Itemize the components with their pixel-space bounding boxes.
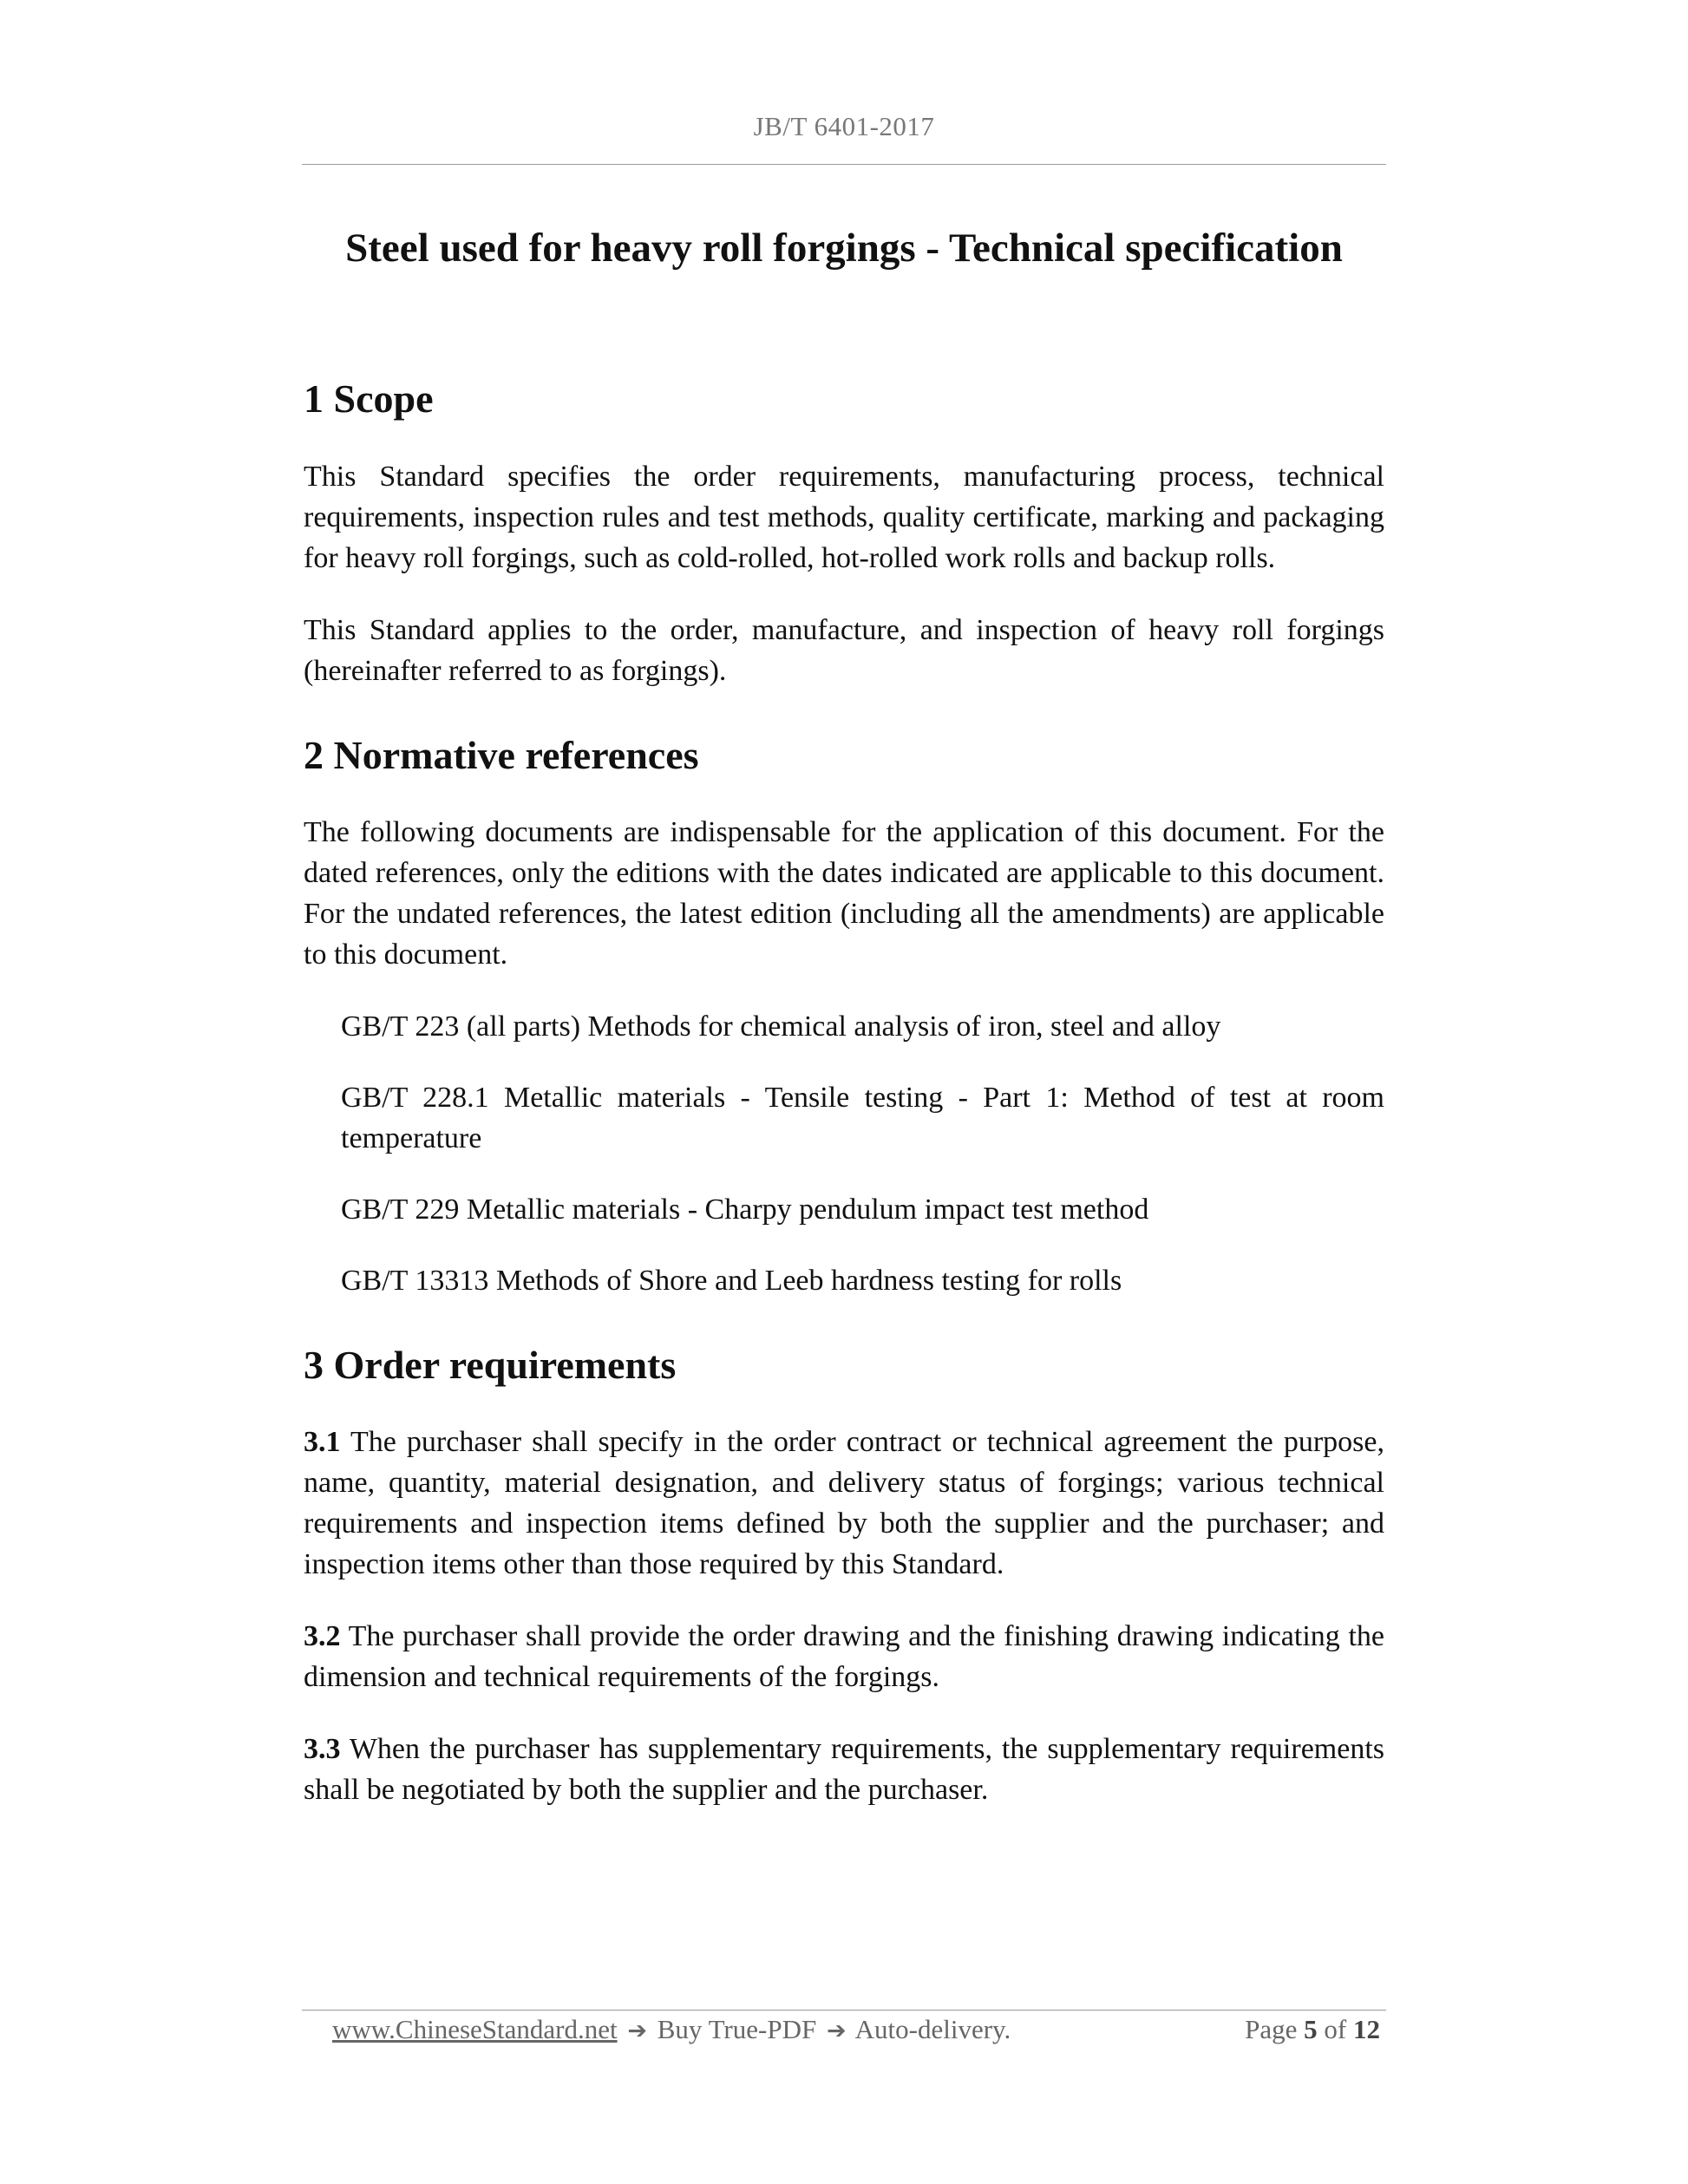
scope-paragraph-1: This Standard specifies the order requirements, manufacturing process, technical requirements, inspection rules and test methods, quality certificate, marking and packaging for heavy roll forgings, such as cold-rolled, hot-rolled work rolls and backup rolls. <box>304 460 1384 574</box>
document-title: Steel used for heavy roll forgings - Technical specification <box>345 226 1343 271</box>
reference-item-gbt-229: GB/T 229 Metallic materials - Charpy pendulum impact test method <box>341 1193 1149 1226</box>
clause-number: 3.2 <box>304 1619 341 1652</box>
page-label: Page <box>1245 2014 1298 2044</box>
section-heading-order-requirements: 3 Order requirements <box>304 1342 677 1387</box>
page-number-indicator <box>1245 2012 1380 2047</box>
reference-item-gbt-223: GB/T 223 (all parts) Methods for chemical analysis of iron, steel and alloy <box>341 1010 1221 1043</box>
section-heading-scope: 1 Scope <box>304 376 434 422</box>
footer-divider <box>302 2010 1386 2011</box>
section-heading-normative-references: 2 Normative references <box>304 732 699 777</box>
arrow-right-icon: ➔ <box>826 2017 847 2044</box>
reference-item-gbt-13313: GB/T 13313 Methods of Shore and Leeb hardness testing for rolls <box>341 1264 1122 1297</box>
clause-text: When the purchaser has supplementary requirements, the supplementary requirements shall be negotiated by both the supplier and the purchaser. <box>304 1732 1384 1806</box>
reference-item-gbt-228-1: GB/T 228.1 Metallic materials - Tensile testing - Part 1: Method of test at room temperature <box>341 1081 1384 1154</box>
current-page-number: 5 <box>1304 2014 1318 2044</box>
total-page-count: 12 <box>1353 2014 1380 2044</box>
clause-text: The purchaser shall provide the order drawing and the finishing drawing indicating the dimension and technical requirements of the forgings. <box>304 1619 1384 1693</box>
clause-number: 3.1 <box>304 1425 341 1458</box>
header-divider <box>302 164 1386 165</box>
website-link[interactable]: www.ChineseStandard.net <box>332 2014 618 2044</box>
clause-text: The purchaser shall specify in the order contract or technical agreement the purpose, name, quantity, material designation, and delivery status of forgings; various technical requirements and inspection items defined by both the supplier and the purchaser; and inspection items other than those required by this Standard. <box>304 1425 1384 1580</box>
running-header: JB/T 6401-2017 <box>753 111 935 141</box>
clause-3-3 <box>304 1729 1384 1810</box>
buy-true-pdf-text: Buy True-PDF <box>657 2014 817 2044</box>
clause-number: 3.3 <box>304 1732 341 1765</box>
page-content <box>304 224 1384 1841</box>
footer-promo <box>332 2012 1011 2049</box>
clause-3-2 <box>304 1616 1384 1697</box>
normative-intro-paragraph: The following documents are indispensable for the application of this document. For the dated references, only the editions with the dates indicated are applicable to this document. For the undated references, the latest edition (including all the amendments) are applicable to this document. <box>304 815 1384 971</box>
auto-delivery-text: Auto-delivery. <box>854 2014 1011 2044</box>
clause-3-1 <box>304 1422 1384 1585</box>
of-label: of <box>1324 2014 1347 2044</box>
scope-paragraph-2: This Standard applies to the order, manufacture, and inspection of heavy roll forgings (hereinafter referred to as forgings). <box>304 613 1384 687</box>
arrow-right-icon: ➔ <box>627 2017 647 2044</box>
